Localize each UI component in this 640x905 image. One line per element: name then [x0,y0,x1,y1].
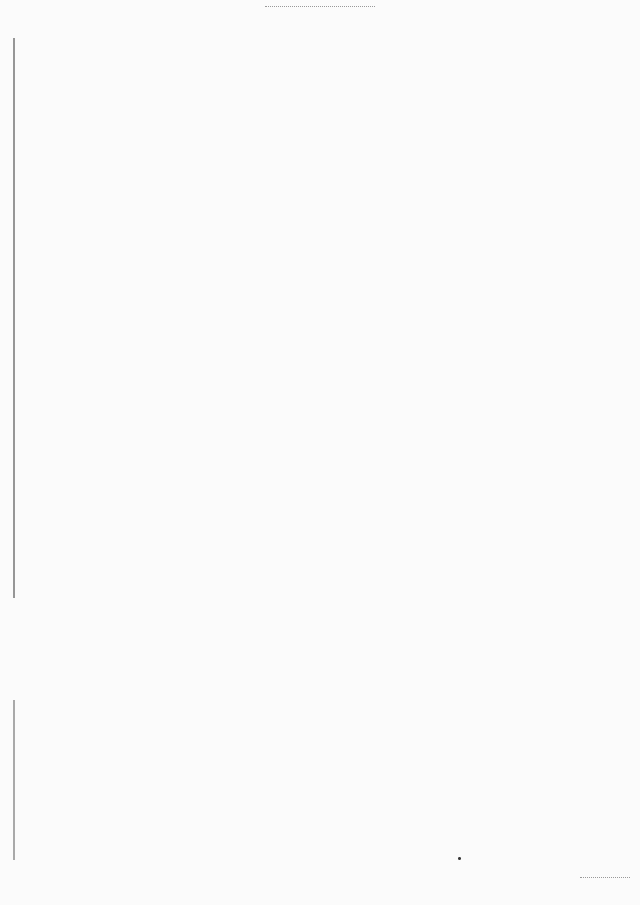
scan-edge-mark [13,38,15,598]
scan-artifact [580,877,630,878]
scan-edge-mark [13,700,15,860]
scan-artifact [265,6,375,13]
document-body [115,108,585,109]
scan-artifact [458,857,461,860]
